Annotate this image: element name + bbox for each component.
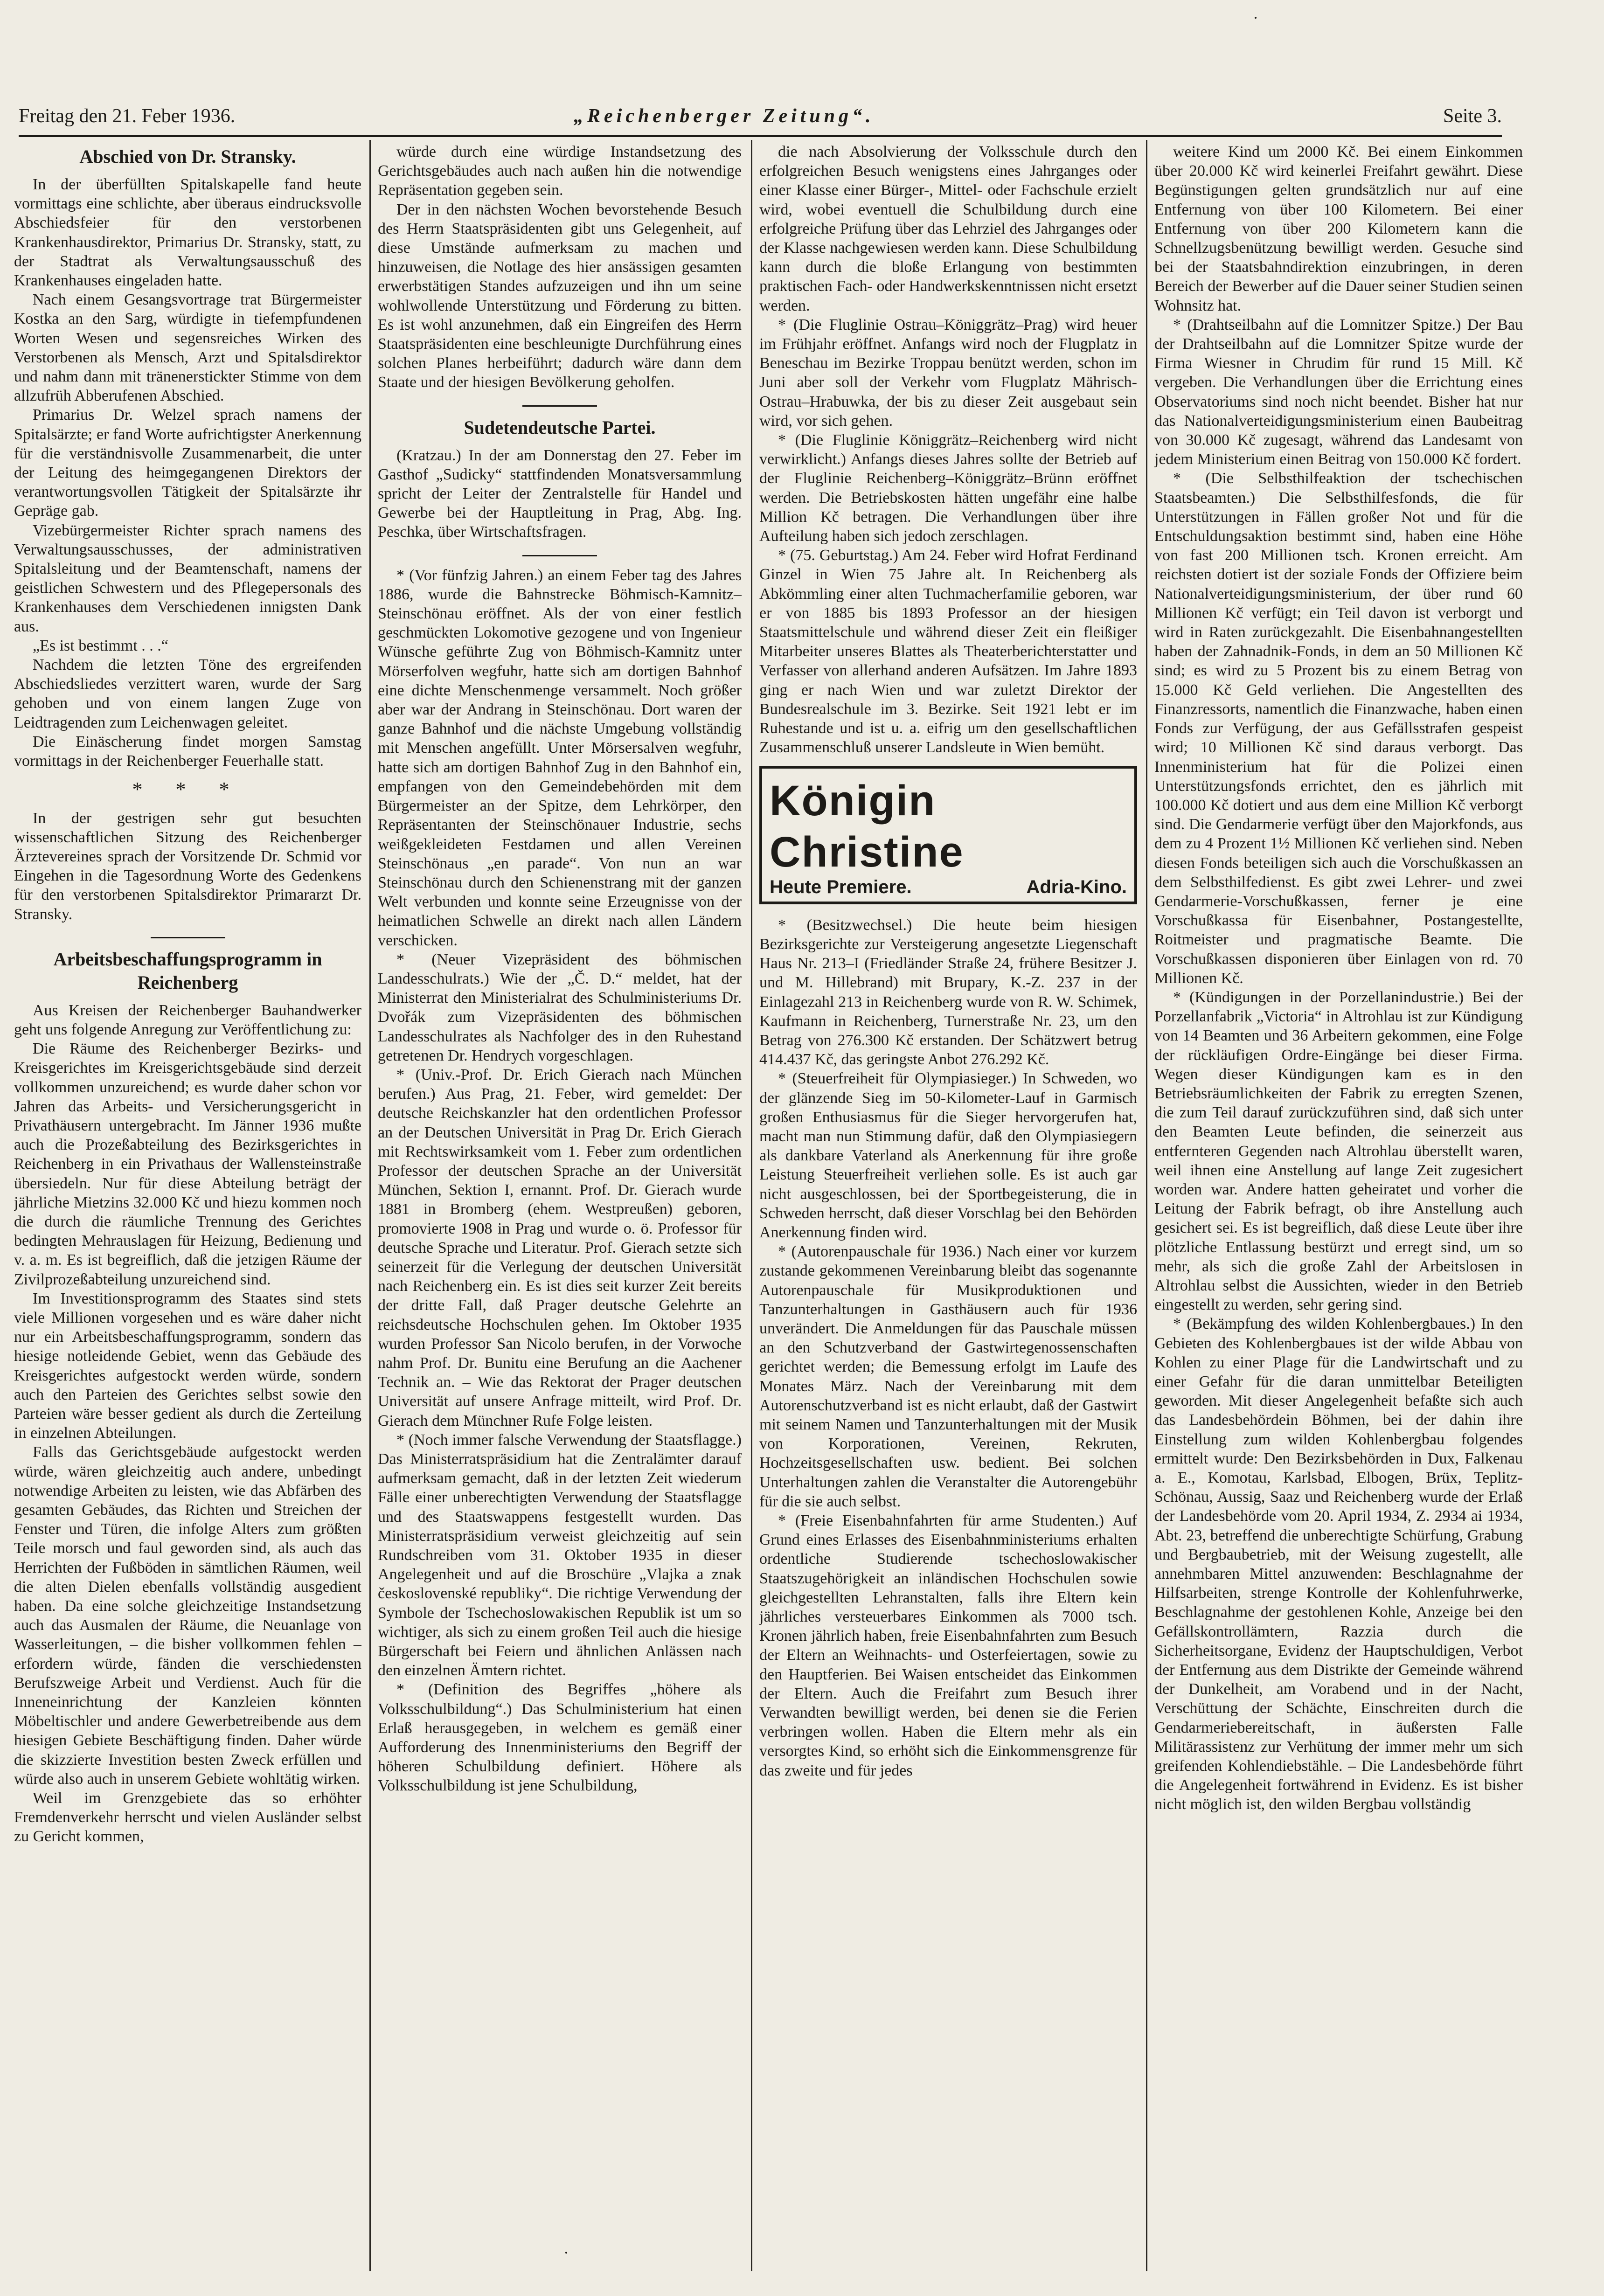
article-paragraph: „Es ist bestimmt . . .“ — [33, 637, 168, 654]
ad-title: Königin Christine — [770, 777, 964, 876]
news-item: * (Freie Eisenbahnfahrten für arme Studenten.) Auf Grund eines Erlasses des Eisenbahnministeriums erhalten ordentliche Studierende tschechoslowakischer Staatszugehörigkeit an inländischen Hochschulen sowie gleichgestellten Lehranstalten, falls ihre Eltern kein jährliches versteuerbares Einkommen als 7000 tsch. Kronen jährlich haben, freie Eisenbahnfahrten zum Besuch der Eltern an Weihnachts- und Osterfeiertagen, sowie zu den Hauptferien. Bei Waisen entscheidet das Einkommen der Eltern. Auch die Freifahrt zum Besuch ihrer Verwandten bewilligt werden, bei denen sie die Ferien verbringen wollen. Haben die Eltern mehr als ein versorgtes Kind, so erhöht sich die Einkommensgrenze für das zweite und für jedes — [759, 1512, 1137, 1779]
article-paragraph: In der gestrigen sehr gut besuchten wissenschaftlichen Sitzung des Reichenberger Ärztevereines sprach der Vorsitzende Dr. Schmid vor Eingehen in die Tagesordnung Worte des Gedenkens für den verstorbenen Spitalsdirektor Primararzt Dr. Stransky. — [14, 809, 361, 923]
article-paragraph: würde durch eine würdige Instandsetzung des Gerichtsgebäudes auch nach außen hin die notwendige Repräsentation gegeben sein. — [378, 143, 742, 199]
cinema-advertisement — [759, 766, 1137, 904]
article-paragraph: Vizebürgermeister Richter sprach namens des Verwaltungsausschusses, der administrativen Spitalsleitung und der Beamtenschaft, namens der geistlichen Schwestern und des Pflegepersonals des Krankenhauses dem Verschiedenen innigsten Dank aus. — [14, 521, 361, 635]
column-divider — [369, 140, 371, 2271]
paper-speck — [1255, 17, 1257, 19]
section-rule — [522, 555, 597, 556]
paper-speck — [565, 2252, 567, 2254]
news-item: * (Besitzwechsel.) Die heute beim hiesigen Bezirksgerichte zur Versteigerung angesetzte Liegenschaft Haus Nr. 213–I (Friedländer Straße 24, frühere Besitzer J. und M. Hillebrand) mit Brupary, K.-Z. 237 in der Einlagezahl 213 in Reichenberg wurde von R. W. Schimek, Kaufmann in Reichenberg, Turnerstraße Nr. 23, um den Betrag von 276.300 Kč erstanden. Der Schätzwert betrug 414.437 Kč, das geringste Anbot 276.292 Kč. — [759, 916, 1137, 1068]
news-item: * (Drahtseilbahn auf die Lomnitzer Spitze.) Der Bau der Drahtseilbahn auf die Lomnitzer Spitze wurde der Firma Wiesner in Chrudim für rund 15 Mill. Kč vergeben. Die Verhandlungen über die Errichtung eines Observatoriums sind noch nicht beendet. Bisher hat nur das Nationalverteidigungsministerium einen Baubeitrag von 30.000 Kč zugesagt, während das Landesamt von jedem Ministerium einen Beitrag von 150.000 Kč fordert. — [1154, 316, 1523, 468]
news-item: * (Neuer Vizepräsident des böhmischen Landesschulrats.) Wie der „Č. D.“ meldet, hat der Ministerrat den Ministerialrat des Schulministeriums Dr. Dvořák zum Vizepräsidenten des böhmischen Landesschulrates als Nachfolger des in den Ruhestand getretenen Dr. Hendrych vorgeschlagen. — [378, 950, 742, 1064]
column-1 — [14, 142, 361, 2269]
article-paragraph: Nachdem die letzten Töne des ergreifenden Abschiedsliedes verzittert waren, wurde der Sarg gehoben und von einem langen Zuge von Leidtragenden zum Leichenwagen geleitet. — [14, 656, 361, 731]
article-paragraph: Der in den nächsten Wochen bevorstehende Besuch des Herrn Staatspräsidenten gibt uns Gelegenheit, auf diese Umstände aufmerksam zu machen und hinzuweisen, die Notlage des hier ansässigen gesamten erwerbstätigen Standes aufzuzeigen und ihn um seine wohlwollende Unterstützung und Förderung zu bitten. Es ist wohl anzunehmen, daß ein Eingreifen des Herrn Staatspräsidenten eine beschleunigte Durchführung eines solchen Planes herbeiführt; dadurch wäre dann dem Staate und der hiesigen Bevölkerung geholfen. — [378, 201, 742, 391]
article-paragraph: Primarius Dr. Welzel sprach namens der Spitalsärzte; er fand Worte aufrichtigster Anerkennung für die verständnisvolle Zusammenarbeit, die unter der Leitung des heimgegangenen Direktors der verantwortungsvollen Tätigkeit der Spitalsärzte ihr Gepräge gab. — [14, 406, 361, 520]
section-rule — [522, 405, 597, 407]
news-item: * (Noch immer falsche Verwendung der Staatsflagge.) Das Ministerratspräsidium hat die Zentralämter darauf aufmerksam gemacht, daß in der letzten Zeit wiederum Fälle einer unberechtigten Verwendung der Staatsflagge und des Staatswappens festgestellt wurden. Das Ministerratspräsidium verweist gleichzeitig auf sein Rundschreiben vom 31. Oktober 1935 in dieser Angelegenheit und auf die Broschüre „Vlajka a znak československé republiky“. Die richtige Verwendung der Symbole der Tschechoslowakischen Republik ist um so wichtiger, als sich zu einem großen Teil auch die hiesige Bürgerschaft bei Feiern und ähnlichen Anlässen nach den einzelnen Ämtern richtet. — [378, 1431, 742, 1679]
news-item: * (Steuerfreiheit für Olympiasieger.) In Schweden, wo der glänzende Sieg im 50-Kilometer-Lauf in Garmisch großen Enthusiasmus für die Sieger hervorgerufen hat, macht man nun Stimmung dafür, daß den Olympiasiegern als dankbare Vaterland als Anerkennung für ihre große Leistung Steuerfreiheit verliehen solle. Es ist auch gar nicht ausgeschlossen, bei der Sportbegeisterung, die in Schweden herrscht, daß dieser Vorschlag bei den Behörden Anerkennung finden wird. — [759, 1070, 1137, 1241]
news-item: * (Vor fünfzig Jahren.) an einem Feber tag des Jahres 1886, wurde die Bahnstrecke Böhmisch-Kamnitz–Steinschönau eröffnet. Als der von einer festlich geschmückten Lokomotive gezogene und von Ingenieur Wünsche geführte Zug von Böhmisch-Kamnitz unter Mörserfolven wegfuhr, hatte sich am dortigen Bahnhof eine dichte Menschenmenge versammelt. Noch größer aber war der Andrang in Steinschönau. Dort waren der ganze Bahnhof und die nächste Umgebung vollständig mit Menschen angefüllt. Unter Mörsersalven wegfuhr, hatte sich am dortigen Bahnhof Zug in den Bahnhof ein, empfangen von den Gemeindebehörden mit dem Bürgermeister an der Spitze, dem Lehrkörper, den Repräsentanten der Steinschönauer Industrie, sechs weißgekleideten Festdamen und allen Vereinen Steinschönaus „en parade“. Von nun an war Steinschönau durch den Schienenstrang mit der ganzen Welt verbunden und konnte seine Erzeugnisse von der heimatlichen Schwelle an direkt nach allen Ländern verschicken. — [378, 566, 742, 949]
news-item: * (Autorenpauschale für 1936.) Nach einer vor kurzem zustande gekommenen Vereinbarung bleibt das sogenannte Autorenpauschale für Musikproduktionen und Tanzunterhaltungen in Gasthäusern auch für 1936 unverändert. Die Anmeldungen für das Pauschale müssen an den Schutzverband der Gastwirtegenossenschaften gerichtet werden; die Bemessung erfolgt im Laufe des Monates März. Nach der Vereinbarung mit dem Autorenschutzverband ist es nicht erlaubt, daß der Gastwirt mit seinem Namen und Tanzunterhaltungen mit der Musik von Korporationen, Vereinen, Rekruten, Hochzeitsgesellschaften usw. bedient. Bei solchen Unterhaltungen zahlen die Veranstalter die Autorengebühr für die sie auch selbst. — [759, 1243, 1137, 1510]
header-page-number: Seite 3. — [1443, 105, 1502, 127]
news-item: * (Die Fluglinie Ostrau–Königgrätz–Prag) wird heuer im Frühjahr eröffnet. Anfangs wird noch der Flugplatz in Beneschau im Bezirke Troppau benützt werden, schon im Juni aber soll der Verkehr vom Flugplatz Mährisch-Ostrau–Hrabuwka, der bis zu dieser Zeit ausgebaut sein wird, vor sich gehen. — [759, 316, 1137, 430]
article-paragraph: In der überfüllten Spitalskapelle fand heute vormittags eine schlichte, aber überaus eindrucksvolle Abschiedsfeier für den verstorbenen Krankenhausdirektor, Primarius Dr. Stransky, statt, zu der Stadtrat als Verwaltungsausschuß des Krankenhauses eingeladen hatte. — [14, 176, 361, 290]
article-paragraph: Die Räume des Reichenberger Bezirks- und Kreisgerichtes im Kreisgerichtsgebäude sind derzeit vollkommen unzureichend; es wurde daher schon vor Jahren das Arbeits- und Versicherungsgericht in Privathäusern untergebracht. Im Jänner 1936 mußte auch die Prozeßabteilung des Bezirksgerichtes in Reichenberg in ein Privathaus der Wallensteinstraße übersiedeln. Nur für diese Abteilung beträgt der jährliche Mietzins 32.000 Kč und hiezu kommen noch die durch die räumliche Trennung des Gerichtes bedingten Mehrauslagen für Heizung, Bedienung und v. a. m. Es ist begreiflich, daß die jetzigen Räume der Zivilprozeßabteilung unzureichend sind. — [14, 1040, 361, 1288]
news-item: * (Bekämpfung des wilden Kohlenbergbaues.) In den Gebieten des Kohlenbergbaues ist der wilde Abbau von Kohlen zu einer Plage für die Landwirtschaft und zu einer Gefahr für die daran unmittelbar Beteiligten geworden. Mit dieser Angelegenheit befaßte sich auch das Landesbehördein Böhmen, bei der dahin ihre Einstellung zum wilden Kohlenbergbau folgendes ermittelt wurde: Den Bezirksbehörden in Dux, Falkenau a. E., Komotau, Karlsbad, Elbogen, Brüx, Teplitz-Schönau, Aussig, Saaz und Reichenberg wurde der Erlaß der Landesbehörde vom 20. April 1934, Z. 2934 ai 1934, Abt. 23, betreffend die unberechtigte Schürfung, Grabung und Bergbaubetrieb, mit der Weisung zugestellt, alle annehmbaren Mittel anzuwenden: Beschlagnahme der Hilfsarbeiten, strenge Kontrolle der Kohlenfuhrwerke, Beschlagnahme der gestohlenen Kohle, Anzeige bei den Gefällskontrollämtern, Razzia durch die Sicherheitsorgane, Evidenz der Hauptschuldigen, Verbot der Entfernung aus dem Distrikte der Gemeinde während der Dunkelheit, am Vorabend und in der Nacht, Verschüttung der Schächte, Einschreiten durch die Gendarmeriebereitschaft, in äußersten Falle Militärassistenz zur Verhütung der immer mehr um sich greifenden Kohlendiebstähle. – Die Landesbehörde führt die Angelegenheit fortwährend in Evidenz. Es ist bisher nicht möglich ist, den wilden Bergbau vollständig — [1154, 1315, 1523, 1813]
ad-premiere-text: Heute Premiere. — [770, 876, 912, 897]
article-paragraph: Die Einäscherung findet morgen Samstag vormittags in der Reichenberger Feuerhalle statt. — [14, 733, 361, 770]
news-item: * (75. Geburtstag.) Am 24. Feber wird Hofrat Ferdinand Ginzel in Wien 75 Jahre alt. In Reichenberg als Abkömmling einer alten Tuchmacherfamilie geboren, war er von 1885 bis 1893 Professor an der hiesigen Staatsmittelschule und während dieser Zeit ein fleißiger Mitarbeiter unseres Blattes als Theaterberichterstatter und Verfasser von allerhand anderen Aufsätzen. Im Jahre 1893 ging er nach Wien und war zuletzt Direktor der Bundesrealschule im 3. Bezirke. Seit 1921 lebt er im Ruhestande und ist u. a. eifrig um den gesellschaftlichen Zusammenschluß unserer Landsleute in Wien bemüht. — [759, 547, 1137, 756]
article-paragraph: Im Investitionsprogramm des Staates sind stets viele Millionen vorgesehen und es wäre daher nicht nur ein Arbeitsbeschaffungsprogramm, sondern das hiesige notleidende Gebiet, wenn das Gebäude des Kreisgerichtes aufgestockt werden würde, sondern auch den Parteien des Gerichtes selbst sowie den Parteien wäre besser gedient als durch die Zerteilung in einzelnen Abteilungen. — [14, 1290, 361, 1442]
article-paragraph: weitere Kind um 2000 Kč. Bei einem Einkommen über 20.000 Kč wird keinerlei Freifahrt gewährt. Diese Begünstigungen gelten grundsätzlich nur auf eine Entfernung von über 100 Kilometern. Bei einer Entfernung von über 200 Kilometern kann die Schnellzugsbenützung bewilligt werden. Gesuche sind bei der Staatsbahndirektion einzubringen, in deren Bereich der Bewerber auf die Dauer seiner Studien seinen Wohnsitz hat. — [1154, 143, 1523, 314]
article-paragraph: Nach einem Gesangsvortrage trat Bürgermeister Kostka an den Sarg, würdigte in tiefempfundenen Worten Wesen und segensreiches Wirken des Verstorbenen als Mensch, Arzt und Spitalsdirektor und nahm dann mit tränenerstickter Stimme von dem allzufrüh Abberufenen Abschied. — [14, 291, 361, 405]
article-heading: Sudetendeutsche Partei. — [464, 416, 656, 438]
article-paragraph: Falls das Gerichtsgebäude aufgestockt werden würde, wären gleichzeitig auch andere, unbedingt notwendige Arbeiten zu leisten, wie das Abfärben des gesamten Gebäudes, das Richten und Streichen der Fenster und Türen, die infolge Alters zum größten Teile morsch und faul geworden sind, als auch das Herrichten der Fußböden in sämtlichen Räumen, weil die alten Dielen ebenfalls vollständig ausgedient haben. Da eine solche gleichzeitige Instandsetzung auch das Ausmalen der Räume, die Neuanlage von Wasserleitungen, – die bisher vollkommen fehlen – erfordern würde, fänden die verschiedensten Berufszweige Arbeit und Verdienst. Auch für die Inneneinrichtung der Kanzleien könnten Möbeltischler und andere Gewerbetreibende aus dem hiesigen Gebiete Beschäftigung finden. Daher würde die skizzierte Investition besten Zweck erfüllen und würde also auch in unserem Gebiete wohltätig wirken. — [14, 1443, 361, 1788]
header-paper-title: „Reichenberger Zeitung“. — [574, 105, 875, 127]
column-divider — [1146, 140, 1147, 2271]
news-item: * (Kündigungen in der Porzellanindustrie.) Bei der Porzellanfabrik „Victoria“ in Altrohlau ist zur Kündigung von 14 Beamten und 36 Arbeitern gekommen, eine Folge der rückläufigen Ordre-Eingänge bei dieser Firma. Wegen dieser Kündigungen kam es in den Betriebsräumlichkeiten der Fabrik zu erregten Szenen, die zum Teil darauf zurückzuführen sind, daß sich unter den Beamten Leute befinden, die seinerzeit aus entfernteren Gegenden nach Altrohlau überstellt waren, weil ihnen eine Anstellung auf lange Zeit zugesichert worden war. Andere hatten geheiratet und vorher die Leitung der Fabrik befragt, ob ihre Anstellung auch gesichert sei. Es ist begreiflich, daß diese Leute über ihre plötzliche Entlassung bestürzt und erregt sind, um so mehr, als sich die große Zahl der Arbeitslosen in Altrohlau selbst die Aussichten, wieder in den Betrieb eingestellt zu werden, sehr gering sind. — [1154, 988, 1523, 1314]
column-2 — [378, 142, 742, 2269]
article-paragraph: (Kratzau.) In der am Donnerstag den 27. Feber im Gasthof „Sudicky“ stattfindenden Monatsversammlung spricht der Leiter der Zentralstelle für Handel und Gewerbe bei der Hauptleitung in Prag, Abg. Ing. Peschka, über Wirtschaftsfragen. — [378, 446, 742, 541]
article-paragraph: die nach Absolvierung der Volksschule durch den erfolgreichen Besuch wenigstens eines Jahrganges oder einer Klasse einer Bürger-, Mittel- oder Fachschule erzielt wird, wobei eventuell die Schulbildung durch eine erfolgreiche Prüfung über das Lehrziel des Jahrganges oder der Klasse nachgewiesen werden kann. Diese Schulbildung kann durch die bloße Erlangung von bestimmten praktischen Fach- oder Handwerkskenntnissen nicht ersetzt werden. — [759, 143, 1137, 314]
article-heading: Abschied von Dr. Stransky. — [79, 146, 296, 167]
column-3 — [759, 142, 1137, 2269]
ad-subline — [770, 878, 1127, 897]
article-paragraph: Weil im Grenzgebiete das so erhöhter Fremdenverkehr herrscht und vielen Ausländer selbst zu Gericht kommen, — [14, 1790, 361, 1845]
news-item: * (Die Selbsthilfeaktion der tschechischen Staatsbeamten.) Die Selbsthilfesfonds, die für Unterstützungen in Fällen großer Not und für die Entschuldungsaktion bestimmt sind, haben eine Höhe von fast 200 Millionen tsch. Kronen erreicht. Am reichsten dotiert ist der soziale Fonds der Offiziere beim Nationalverteidigungsministerium, der über rund 60 Millionen Kč verfügt; ein Teil davon ist verborgt und wird in Raten zurückgezahlt. Die Eisenbahnangestellten haben der Zahnadnik-Fonds, in dem an 50 Millionen Kč sind; es wird zu 5 Prozent bis zu einem Betrag von 15.000 Kč Geld verliehen. Die Angestellten des Finanzressorts, namentlich die Finanzwache, haben einen Fonds zur Verfügung, der aus Gefällsstrafen gespeist wird; 10 Millionen Kč sind daraus verborgt. Das Innenministerium hat für die Polizei einen Unterstützungsfonds errichtet, den es jährlich mit 100.000 Kč dotiert und aus dem eine Million Kč verborgt sind. Die Gendarmerie verfügt über den Majorkfonds, aus dem zu 4 Prozent 1½ Millionen Kč verliehen sind. Neben diesen Fonds beteiligen sich auch die Vorschußkassen an dem Selbsthilfedienst. Es gibt zwei Lehrer- und zwei Gendarmerie-Vorschußkassen, ferner je eine Vorschußkassa für Eisenbahner, Postangestellte, Roitmeister und pragmatische Beamte. Die Vorschußkassen disponieren über Einlagen von rd. 70 Millionen Kč. — [1154, 470, 1523, 987]
column-divider — [751, 140, 752, 2271]
news-item: * (Univ.-Prof. Dr. Erich Gierach nach München berufen.) Aus Prag, 21. Feber, wird gemeldet: Der deutsche Reichskanzler hat den ordentlichen Professor an der Deutschen Universität in Prag Dr. Erich Gierach mit Rechtswirksamkeit vom 1. Feber zum ordentlichen Professor der deutschen Sprache an der Universität München, Sektion I, ernannt. Prof. Dr. Gierach wurde 1881 in Bromberg (ehem. Westpreußen) geboren, promovierte 1908 in Prag und wurde o. ö. Professor für deutsche Sprache und Literatur. Prof. Gierach setzte sich seinerzeit für die Verlegung der deutschen Universität nach Reichenberg ein. Es ist dies seit kurzer Zeit bereits der dritte Fall, daß Prager deutsche Gelehrte an reichsdeutsche Hochschulen gehen. Im Oktober 1935 wurden Professor San Nicolo berufen, in der Vorwoche nahm Prof. Dr. Bunitu eine Berufung an die Aachener Technik an. – Wie das Rektorat der Prager deutschen Universität auf unsere Anfrage mitteilt, wird Prof. Dr. Gierach dem Münchner Rufe Folge leisten. — [378, 1066, 742, 1429]
header-rule — [19, 135, 1502, 137]
ad-cinema-name: Adria-Kino. — [1026, 876, 1127, 897]
section-rule — [151, 937, 225, 938]
section-separator: * * * — [132, 778, 243, 801]
article-heading: Arbeitsbeschaffungsprogramm in Reichenberg — [53, 948, 322, 993]
article-paragraph: Aus Kreisen der Reichenberger Bauhandwerker geht uns folgende Anregung zur Veröffentlichung zu: — [14, 1001, 361, 1038]
header-date: Freitag den 21. Feber 1936. — [19, 105, 236, 127]
news-item: * (Die Fluglinie Königgrätz–Reichenberg wird nicht verwirklicht.) Anfangs dieses Jahres sollte der Betrieb auf der Fluglinie Reichenberg–Königgrätz–Brünn eröffnet werden. Die Betriebskosten hätten ungefähr eine halbe Million Kč betragen. Die Verhandlungen über ihre Aufteilung haben sich jedoch zerschlagen. — [759, 431, 1137, 545]
news-item: * (Definition des Begriffes „höhere als Volksschulbildung“.) Das Schulministerium hat einen Erlaß herausgegeben, in welchem es gemäß einer Aufforderung des Innenministeriums den Begriff der höheren Schulbildung definiert. Höhere als Volksschulbildung ist jene Schulbildung, — [378, 1681, 742, 1795]
column-4 — [1154, 142, 1523, 2269]
page-header — [19, 105, 1502, 133]
